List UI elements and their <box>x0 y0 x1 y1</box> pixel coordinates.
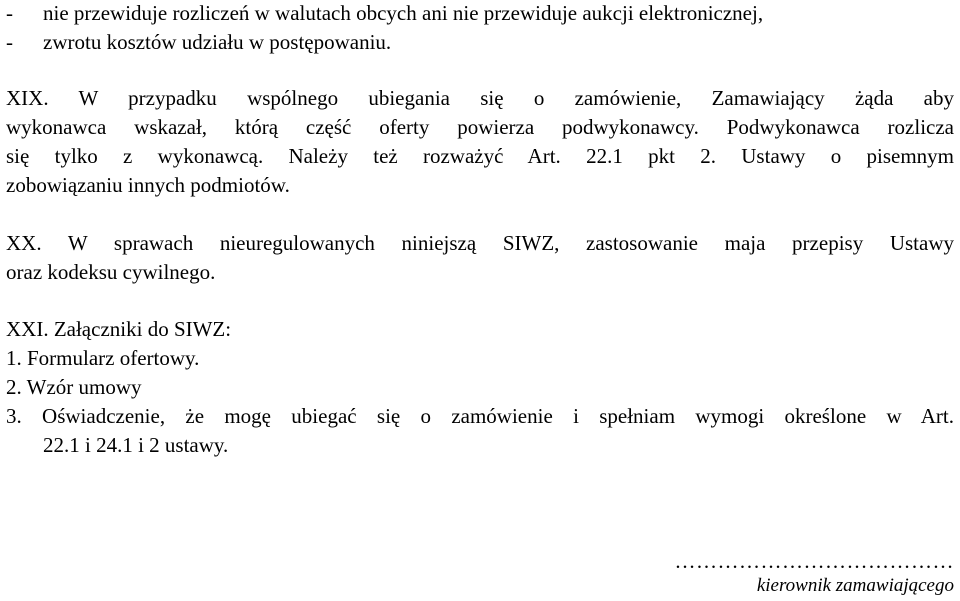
section-xix-line-1: XIX. W przypadku wspólnego ubiegania się o zamówienie, Zamawiający żąda aby <box>6 86 954 110</box>
attachment-item-3: 3. Oświadczenie, że mogę ubiegać się o zamówienie i spełniam wymogi określone w Art. <box>6 404 954 428</box>
dash-bullet: - <box>6 30 13 54</box>
section-xx-line-1: XX. W sprawach nieuregulowanych niniejszą SIWZ, zastosowanie maja przepisy Ustawy <box>6 231 954 255</box>
signature-label: kierownik zamawiającego <box>756 575 954 596</box>
section-xxi-heading: XXI. Załączniki do SIWZ: <box>6 317 232 341</box>
section-xix-line-4: zobowiązaniu innych podmiotów. <box>6 173 290 197</box>
signature-dots: ………………………………… <box>674 549 954 573</box>
attachment-item-3-continuation: 22.1 i 24.1 i 2 ustawy. <box>43 433 229 457</box>
dash-item-currencies: nie przewiduje rozliczeń w walutach obcych ani nie przewiduje aukcji elektronicznej, <box>43 1 764 25</box>
section-xx-line-2: oraz kodeksu cywilnego. <box>6 260 216 284</box>
dash-item-costs: zwrotu kosztów udziału w postępowaniu. <box>43 30 392 54</box>
section-xix-line-2: wykonawca wskazał, którą część oferty powierza podwykonawcy. Podwykonawca rozlicza <box>6 115 954 139</box>
attachment-item-2: 2. Wzór umowy <box>6 375 142 399</box>
section-xix-line-3: się tylko z wykonawcą. Należy też rozważyć Art. 22.1 pkt 2. Ustawy o pisemnym <box>6 144 954 168</box>
attachment-item-1: 1. Formularz ofertowy. <box>6 346 200 370</box>
dash-bullet: - <box>6 1 13 25</box>
